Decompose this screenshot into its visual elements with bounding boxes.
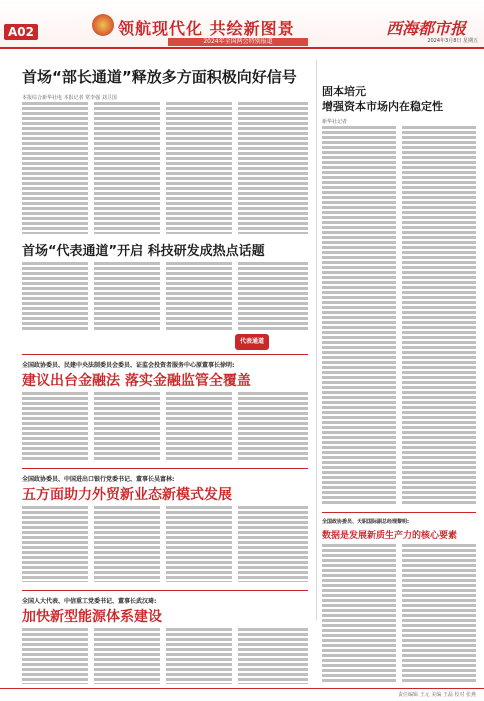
energy-body-col2 (94, 628, 160, 684)
trade-body-col4 (238, 506, 308, 582)
section-subtitle: 2024年全国两会特别报道 (168, 38, 308, 46)
deputies-body-col4 (238, 262, 308, 330)
finance-body-col4 (238, 392, 308, 460)
headline-foreign-trade: 五方面助力外贸新业态新模式发展 (22, 487, 232, 503)
headline-finance-law: 建议出台金融法 落实金融监管全覆盖 (22, 373, 251, 389)
trade-body-col1 (22, 506, 88, 582)
energy-body-col1 (22, 628, 88, 684)
article-body-col3 (166, 102, 232, 234)
deputies-body-col2 (94, 262, 160, 330)
kicker-finance-law: 全国政协委员、民建中央法制委员会委员、证监会投资者服务中心原董事长徐明: (22, 362, 235, 369)
headline-ministers-passage: 首场“部长通道”释放多方面积极向好信号 (22, 68, 297, 86)
energy-body-col3 (166, 628, 232, 684)
national-emblem-icon (92, 14, 114, 36)
section-divider (22, 354, 308, 355)
data-element-body-col2 (402, 544, 476, 684)
deputies-passage-stamp: 代表通道 (235, 334, 269, 350)
trade-body-col3 (166, 506, 232, 582)
kicker-foreign-trade: 全国政协委员、中国进出口银行党委书记、董事长吴富林: (22, 476, 175, 483)
kicker-data-element: 全国政协委员、天职国际副总经理黎明: (322, 519, 410, 525)
byline-capital-market: 新华社记者 (322, 119, 348, 125)
finance-body-col1 (22, 392, 88, 460)
trade-body-col2 (94, 506, 160, 582)
issue-date: 2024年3月8日 星期五 (427, 38, 478, 44)
finance-body-col3 (166, 392, 232, 460)
section-divider (322, 512, 476, 513)
section-divider (22, 468, 308, 469)
capital-market-body-col2 (402, 126, 476, 506)
headline-energy: 加快新型能源体系建设 (22, 609, 162, 625)
page-footer (0, 688, 484, 701)
masthead (0, 0, 484, 48)
section-title: 领航现代化 共绘新图景 (118, 19, 295, 38)
editor-credits: 责任编辑 王元 美编 王磊 校对 张燕 (398, 692, 476, 698)
article-body-col2 (94, 102, 160, 234)
finance-body-col2 (94, 392, 160, 460)
page-number-badge: A02 (4, 24, 38, 40)
energy-body-col4 (238, 628, 308, 684)
capital-market-body-col1 (322, 126, 396, 506)
deputies-body-col3 (166, 262, 232, 330)
section-divider (22, 590, 308, 591)
newspaper-logo: 西海都市报 (385, 19, 466, 38)
masthead-divider (0, 47, 484, 49)
headline-deputies-passage: 首场“代表通道”开启 科技研发成热点话题 (22, 244, 265, 259)
headline-data-element: 数据是发展新质生产力的核心要素 (322, 531, 458, 541)
byline-ministers-passage: 本报综合新华社电 本报记者 常李强 刘卫国 (22, 95, 117, 101)
data-element-body-col1 (322, 544, 396, 684)
article-body-col4 (238, 102, 308, 234)
headline-capital-market: 固本培元 增强资本市场内在稳定性 (322, 85, 443, 113)
article-body-col1 (22, 102, 88, 234)
deputies-body-col1 (22, 262, 88, 330)
column-divider (316, 60, 317, 620)
kicker-energy: 全国人大代表、中信重工党委书记、董事长武汉琦: (22, 598, 157, 605)
